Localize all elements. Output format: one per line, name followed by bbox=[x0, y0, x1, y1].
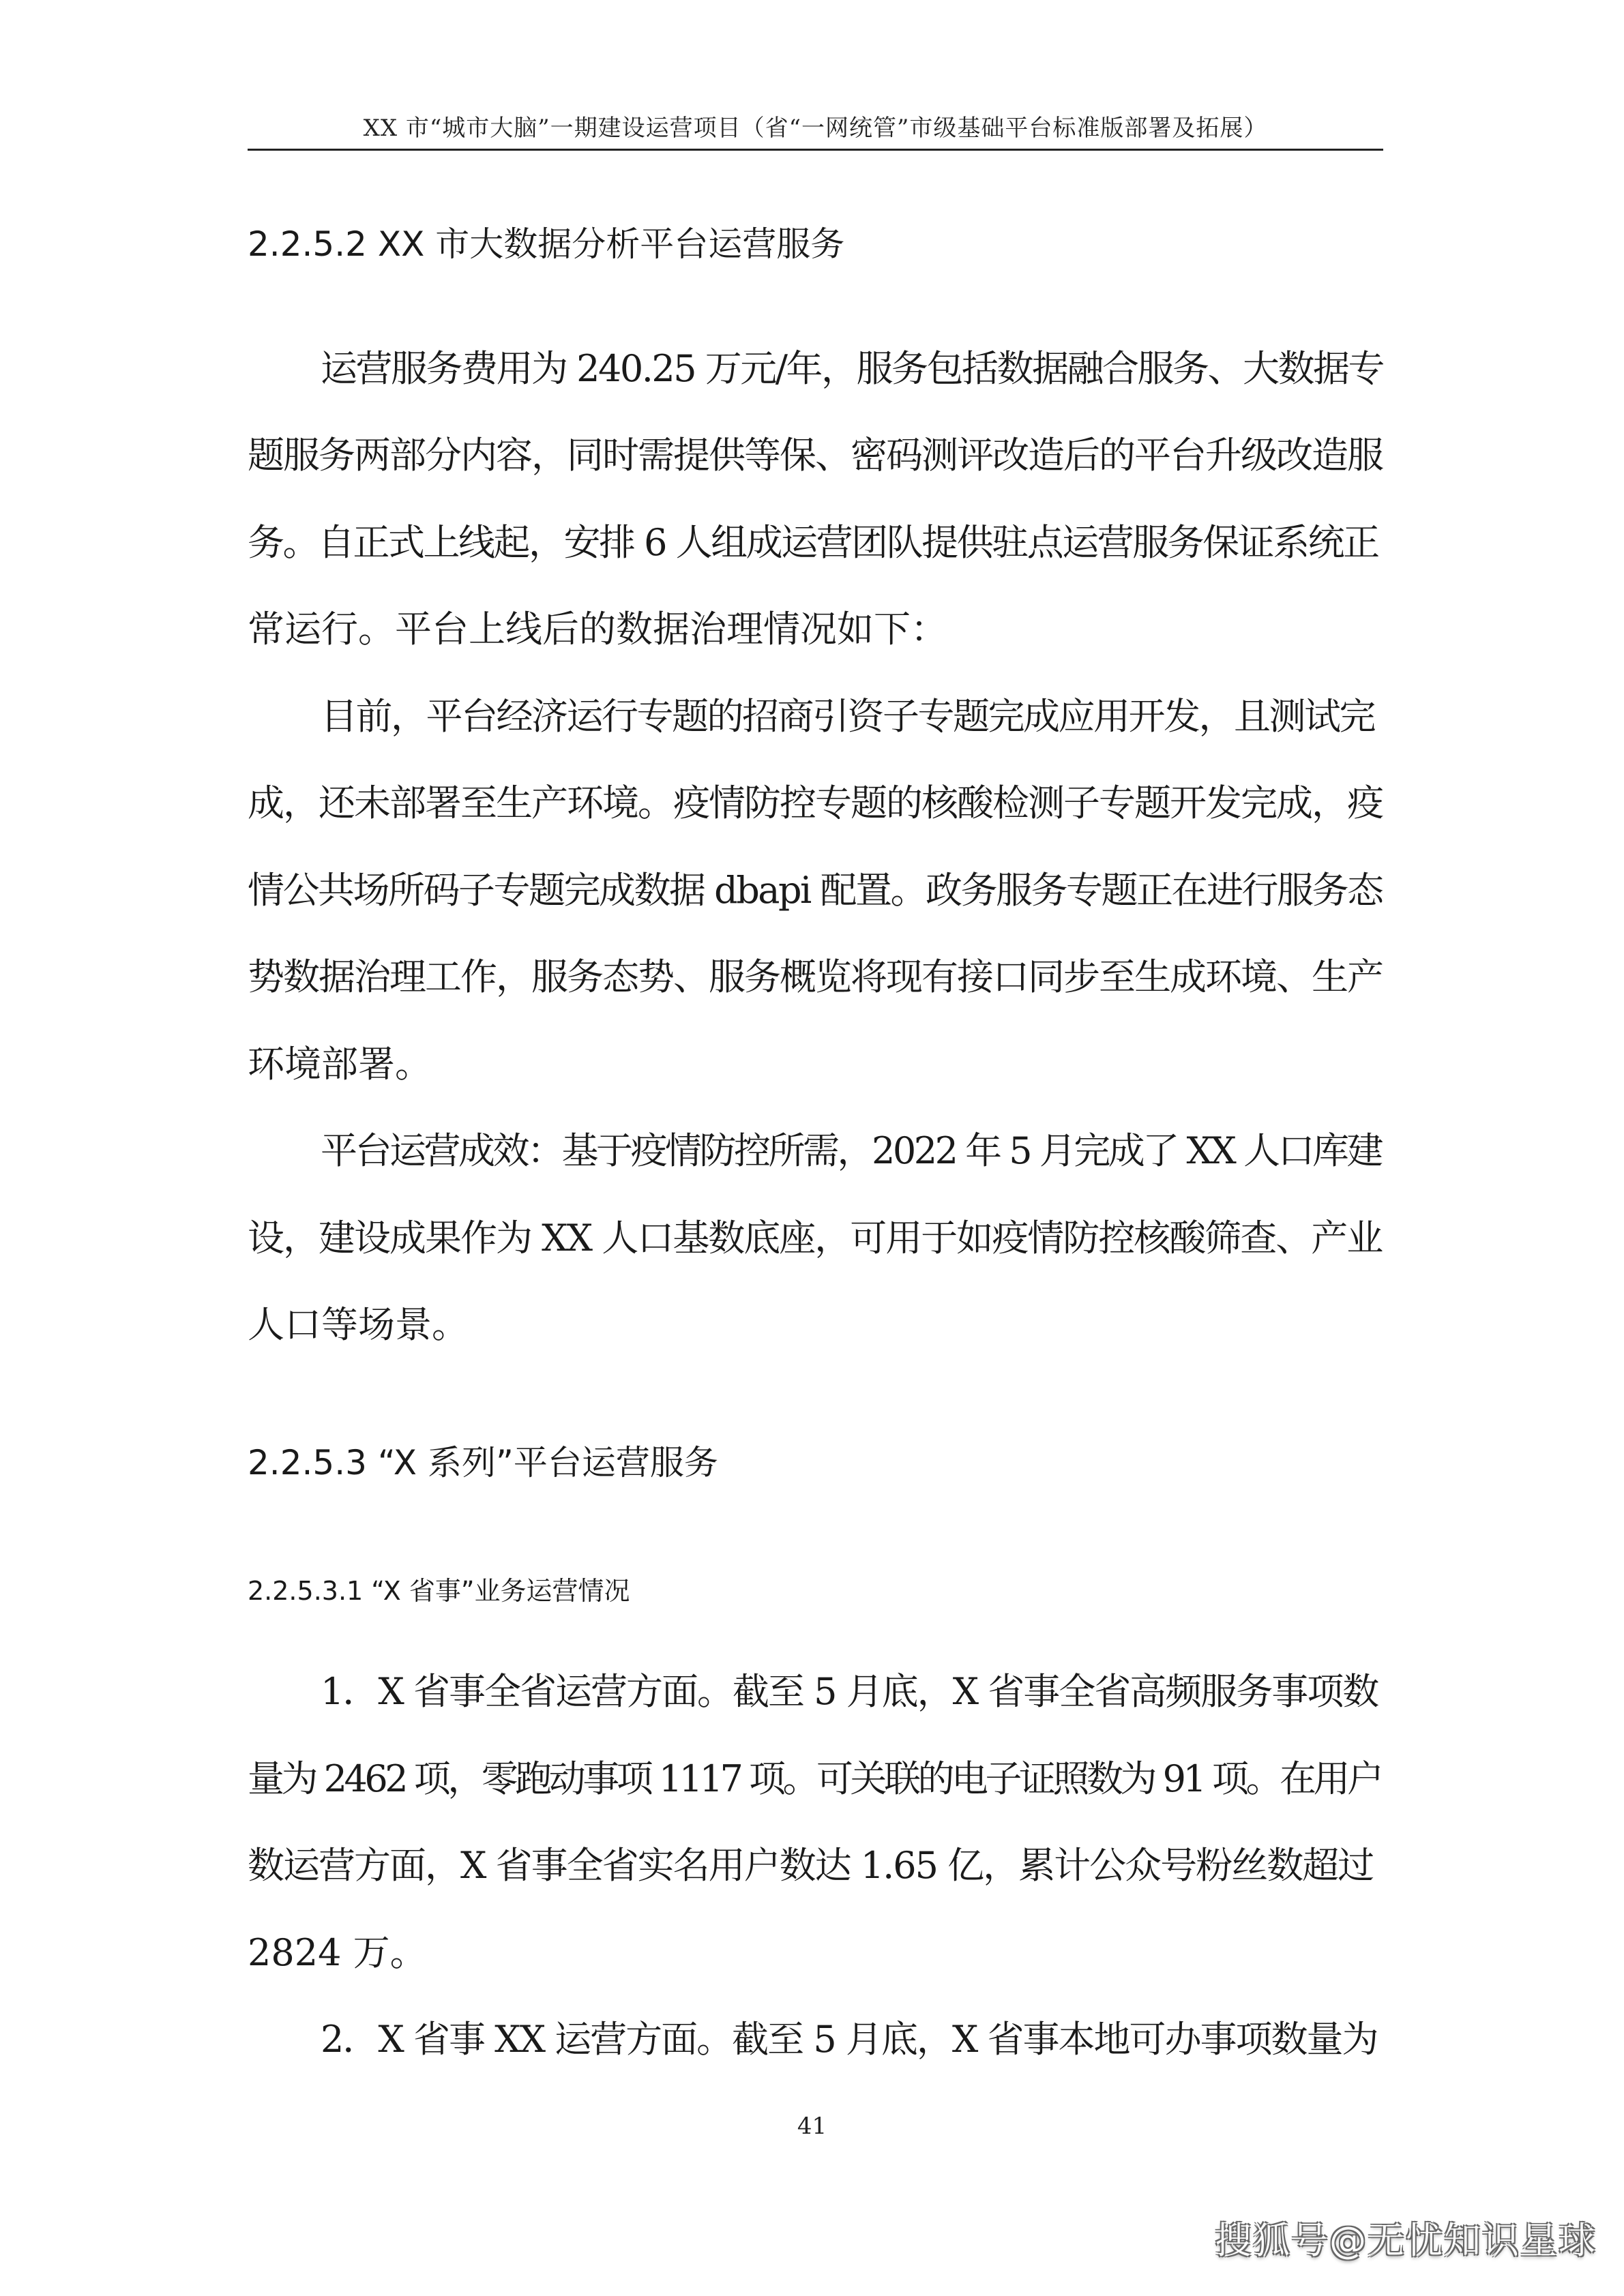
body-line: 情公共场所码子专题完成数据 dbapi 配置。政务服务专题正在进行服务态 bbox=[248, 869, 1383, 912]
section-heading-2-2-5-2: 2.2.5.2 XX 市大数据分析平台运营服务 bbox=[248, 224, 845, 264]
body-line: 设，建设成果作为 XX 人口基数底座，可用于如疫情防控核酸筛查、产业 bbox=[248, 1217, 1383, 1259]
body-line: 人口等场景。 bbox=[248, 1303, 469, 1346]
body-line: 成，还未部署至生产环境。疫情防控专题的核酸检测子专题开发完成，疫 bbox=[248, 781, 1383, 824]
body-line: 量为 2462 项，零跑动事项 1117 项。可关联的电子证照数为 91 项。在用户 bbox=[248, 1757, 1381, 1800]
body-line: 势数据治理工作，服务态势、服务概览将现有接口同步至生成环境、生产 bbox=[248, 955, 1383, 998]
watermark: 搜狐号@无忧知识星球 bbox=[1215, 2219, 1597, 2262]
body-line: 运营服务费用为 240.25 万元/年，服务包括数据融合服务、大数据专 bbox=[321, 347, 1383, 390]
page-number: 41 bbox=[797, 2113, 827, 2140]
body-line: 目前，平台经济运行专题的招商引资子专题完成应用开发，且测试完 bbox=[321, 695, 1374, 738]
body-line: 务。自正式上线起，安排 6 人组成运营团队提供驻点运营服务保证系统正 bbox=[248, 521, 1378, 564]
body-line: 常运行。平台上线后的数据治理情况如下： bbox=[248, 608, 947, 651]
body-line: 平台运营成效：基于疫情防控所需，2022 年 5 月完成了 XX 人口库建 bbox=[321, 1129, 1381, 1172]
body-line: 环境部署。 bbox=[248, 1043, 432, 1086]
section-heading-2-2-5-3-1: 2.2.5.3.1 “X 省事”业务运营情况 bbox=[248, 1576, 630, 1606]
body-line: 1．X 省事全省运营方面。截至 5 月底，X 省事全省高频服务事项数 bbox=[321, 1670, 1378, 1713]
header-title: XX 市“城市大脑”一期建设运营项目（省“一网统管”市级基础平台标准版部署及拓展） bbox=[363, 115, 1268, 142]
body-line: 数运营方面，X 省事全省实名用户数达 1.65 亿，累计公众号粉丝数超过 bbox=[248, 1844, 1374, 1887]
body-line: 题服务两部分内容，同时需提供等保、密码测评改造后的平台升级改造服 bbox=[248, 434, 1383, 477]
header-rule bbox=[248, 149, 1383, 151]
body-line: 2824 万。 bbox=[248, 1931, 427, 1974]
body-line: 2．X 省事 XX 运营方面。截至 5 月底，X 省事本地可办事项数量为 bbox=[321, 2018, 1378, 2061]
section-heading-2-2-5-3: 2.2.5.3 “X 系列”平台运营服务 bbox=[248, 1443, 718, 1482]
